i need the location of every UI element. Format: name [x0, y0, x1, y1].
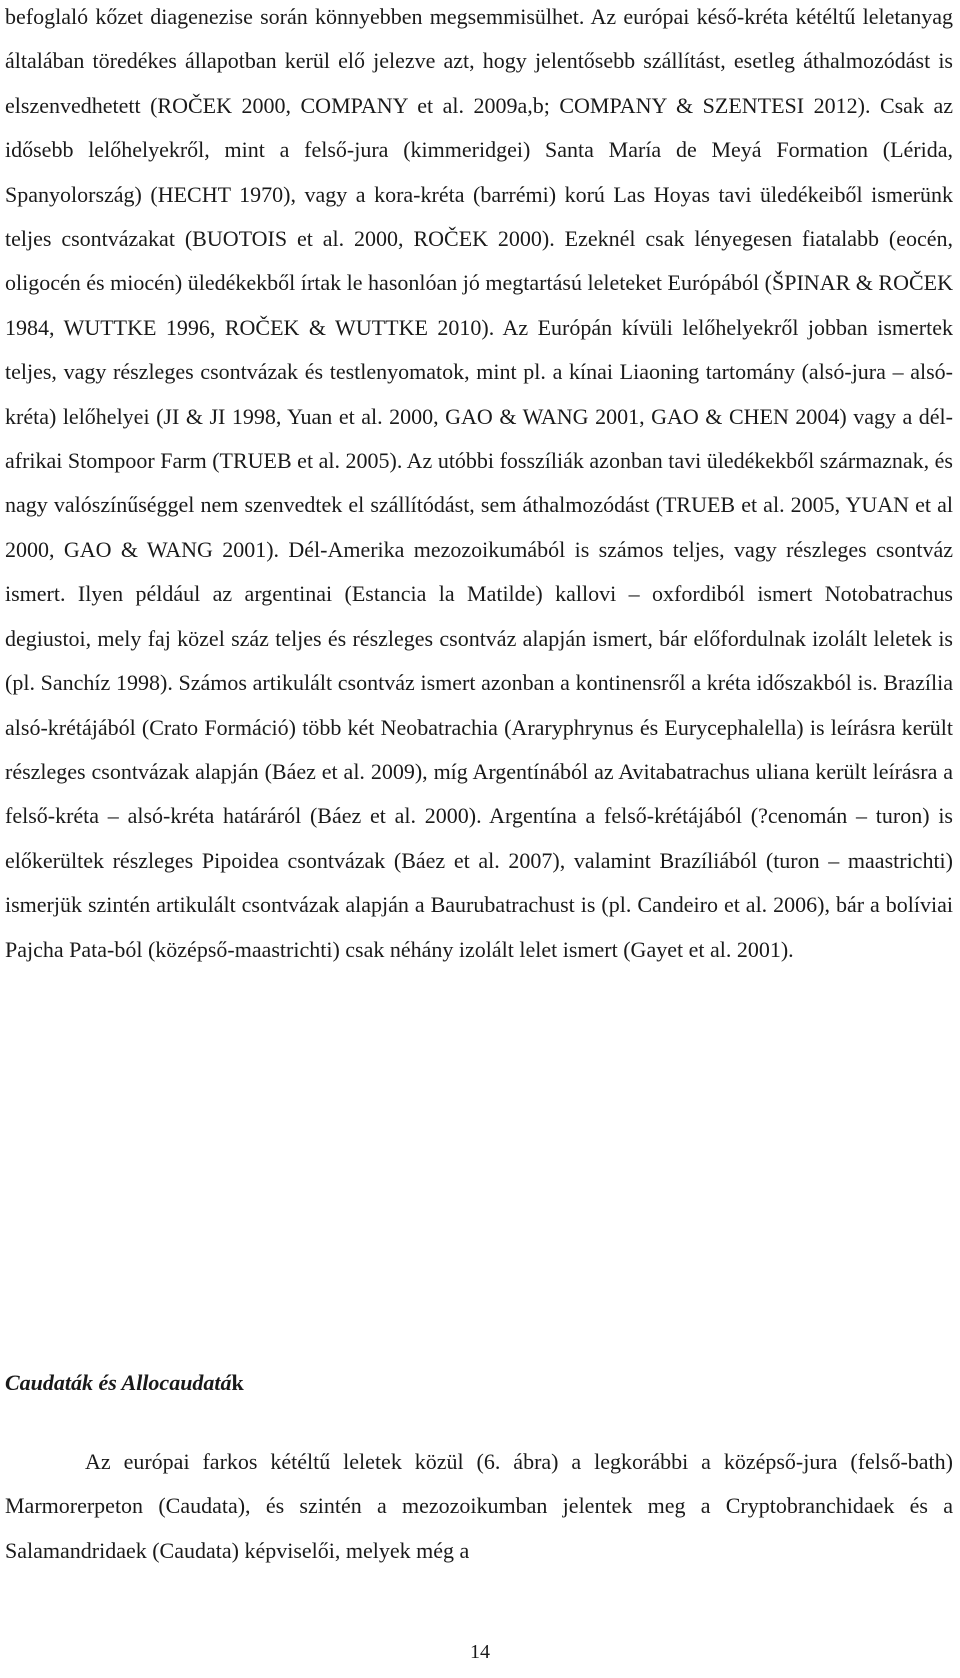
section-heading-tail: k: [231, 1370, 244, 1395]
section-heading-italic: Caudaták és Allocaudatá: [5, 1370, 232, 1395]
section-heading: [5, 1368, 244, 1398]
document-page: [5, 0, 953, 972]
body-paragraph: befoglaló kőzet diagenezise során könnyebben megsemmisülhet. Az európai késő-kréta kétéltű leletanyag általában töredékes állapotban kerül elő jelezve azt, hogy jelentősebb szállítást, esetleg áthalmozódást is elszenvedhetett (ROČEK 2000, COMPANY et al. 2009a,b; COMPANY & SZENTESI 2012). Csak az idősebb lelőhelyekről, mint a felső-jura (kimmeridgei) Santa María de Meyá Formation (Lérida, Spanyolország) (HECHT 1970), vagy a kora-kréta (barrémi) korú Las Hoyas tavi üledékeiből ismerünk teljes csontvázakat (BUOTOIS et al. 2000, ROČEK 2000). Ezeknél csak lényegesen fiatalabb (eocén, oligocén és miocén) üledékekből írtak le hasonlóan jó megtartású leleteket Európából (ŠPINAR & ROČEK 1984, WUTTKE 1996, ROČEK & WUTTKE 2010). Az Európán kívüli lelőhelyekről jobban ismertek teljes, vagy részleges csontvázak és testlenyomatok, mint pl. a kínai Liaoning tartomány (alsó-jura – alsó-kréta) lelőhelyei (JI & JI 1998, Yuan et al. 2000, GAO & WANG 2001, GAO & CHEN 2004) vagy a dél-afrikai Stompoor Farm (TRUEB et al. 2005). Az utóbbi fosszíliák azonban tavi üledékekből származnak, és nagy valószínűséggel nem szenvedtek el szállítódást, sem áthalmozódást (TRUEB et al. 2005, YUAN et al 2000, GAO & WANG 2001). Dél-Amerika mezozoikumából is számos teljes, vagy részleges csontváz ismert. Ilyen például az argentinai (Estancia la Matilde) kallovi – oxfordiból ismert Notobatrachus degiustoi, mely faj közel száz teljes és részleges csontváz alapján ismert, bár előfordulnak izolált leletek is (pl. Sanchíz 1998). Számos artikulált csontváz ismert azonban a kontinensről a kréta időszakból is. Brazília alsó-krétájából (Crato Formáció) több két Neobatrachia (Araryphrynus és Eurycephalella) is leírásra került részleges csontvázak alapján (Báez et al. 2009), míg Argentínából az Avitabatrachus uliana került leírásra a felső-kréta – alsó-kréta határáról (Báez et al. 2000). Argentína a felső-krétájából (?cenomán – turon) is előkerültek részleges Pipoidea csontvázak (Báez et al. 2007), valamint Brazíliából (turon – maastrichti) ismerjük szintén artikulált csontvázak alapján a Baurubatrachust is (pl. Candeiro et al. 2006), bár a bolíviai Pajcha Pata-ból (középső-maastrichti) csak néhány izolált lelet ismert (Gayet et al. 2001).: [5, 4, 953, 962]
page-number: 14: [470, 1641, 490, 1663]
body-paragraph-section: Az európai farkos kétéltű leletek közül (6. ábra) a legkorábbi a középső-jura (felső-bath) Marmorerpeton (Caudata), és szintén a mezozoikumban jelentek meg a Cryptobranchidaek és a Salamandridaek (Caudata) képviselői, melyek még a: [5, 1449, 953, 1563]
